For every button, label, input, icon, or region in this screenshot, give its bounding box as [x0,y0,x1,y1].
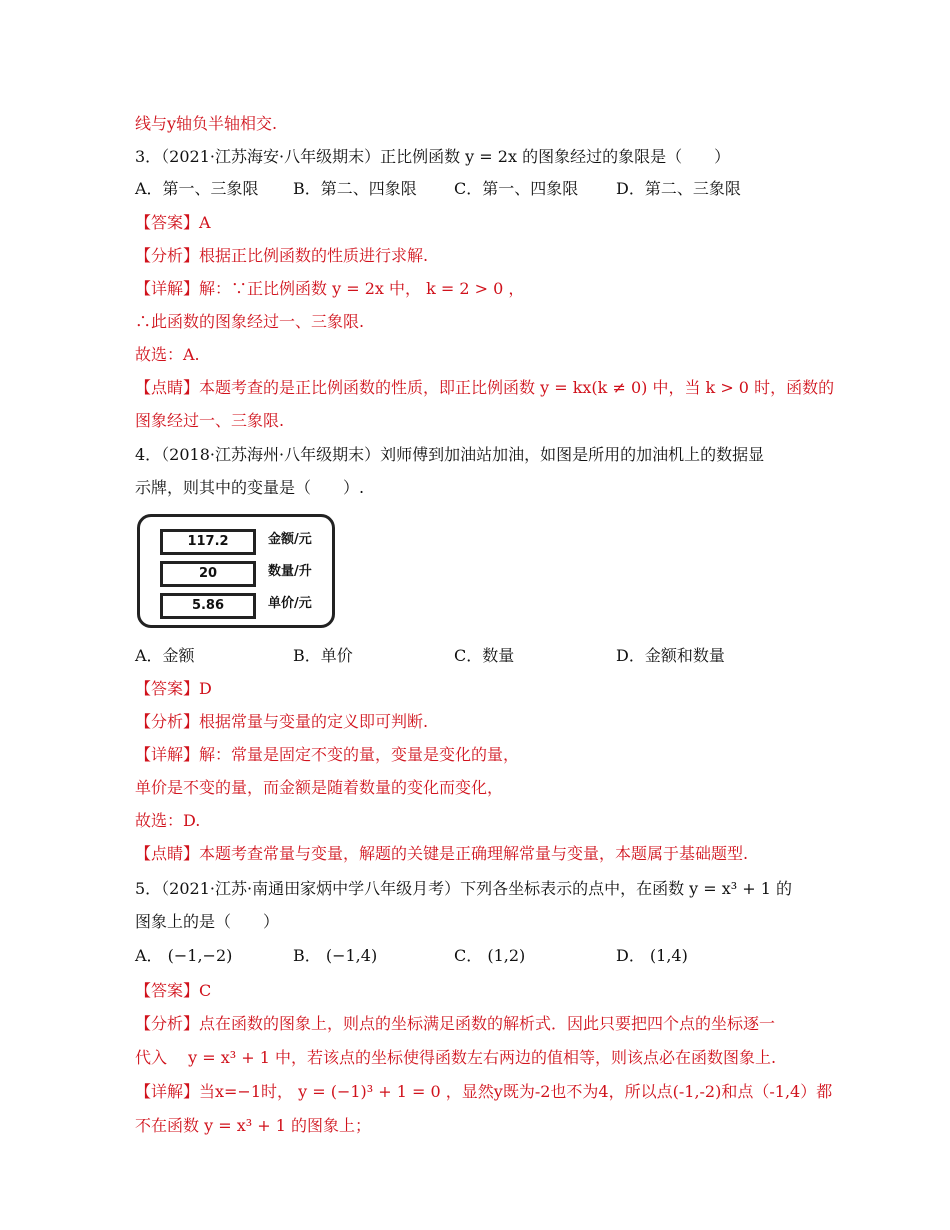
text-line: 线与y轴负半轴相交. [135,114,278,133]
q5-option-d: D． (1,4) [616,946,688,965]
q4-option-b: B．单价 [293,646,353,665]
q3-detail: 【详解】解：∵正比例函数 y = 2x 中， k = 2 > 0 ， [135,279,525,298]
fuel-pump-display [137,514,335,628]
q4-option-c: C．数量 [454,646,515,665]
quantity-label: 数量/升 [268,564,312,579]
q5-detail: 【详解】当x=−1时， y = (−1)³ + 1 = 0 ，显然y既为-2也不为4，所以点(-1,-2)和点（-1,4）都 [135,1082,833,1101]
quantity-value: 20 [160,561,256,587]
q3-option-b: B．第二、四象限 [293,179,417,198]
q4-review: 【点睛】本题考查常量与变量，解题的关键是正确理解常量与变量，本题属于基础题型. [135,844,749,863]
q3-analysis: 【分析】根据正比例函数的性质进行求解. [135,246,429,265]
q4-option-d: D．金额和数量 [616,646,725,665]
q5-option-c: C． (1,2) [454,946,526,965]
question-4-stem-2: 示牌，则其中的变量是（ ）. [135,478,365,497]
unit-price-value: 5.86 [160,593,256,619]
question-5-stem-2: 图象上的是（ ） [135,912,280,931]
q5-option-a: A． (−1,−2) [135,946,233,965]
q5-option-b: B． (−1,4) [293,946,378,965]
question-3-stem: 3．（2021·江苏海安·八年级期末）正比例函数 y = 2x 的图象经过的象限是（ ） [135,147,731,166]
amount-value: 117.2 [160,529,256,555]
q4-option-a: A．金额 [135,646,195,665]
q3-review: 【点睛】本题考查的是正比例函数的性质，即正比例函数 y = kx(k ≠ 0) 中，当 k > 0 时，函数的 [135,378,835,397]
q4-analysis: 【分析】根据常量与变量的定义即可判断. [135,712,429,731]
q5-answer: 【答案】C [135,981,212,1000]
q4-selection: 故选：D. [135,811,201,830]
q3-option-a: A．第一、三象限 [135,179,259,198]
q3-detail-2: ∴此函数的图象经过一、三象限. [135,312,365,331]
q5-analysis: 【分析】点在函数的图象上，则点的坐标满足函数的解析式．因此只要把四个点的坐标逐一 [135,1014,776,1033]
amount-label: 金额/元 [268,532,312,547]
q5-analysis-2: 代入 y = x³ + 1 中，若该点的坐标使得函数左右两边的值相等，则该点必在函数图象上. [135,1048,777,1067]
unit-price-label: 单价/元 [268,596,312,611]
q3-option-c: C．第一、四象限 [454,179,579,198]
q3-review-2: 图象经过一、三象限. [135,411,285,430]
q4-detail-2: 单价是不变的量，而金额是随着数量的变化而变化， [135,778,504,797]
question-4-stem: 4．（2018·江苏海州·八年级期末）刘师傅到加油站加油，如图是所用的加油机上的数据显 [135,445,765,464]
q3-option-d: D．第二、三象限 [616,179,741,198]
q5-detail-2: 不在函数 y = x³ + 1 的图象上； [135,1116,371,1135]
q3-selection: 故选：A. [135,345,200,364]
q4-answer: 【答案】D [135,679,212,698]
question-5-stem: 5．（2021·江苏·南通田家炳中学八年级月考）下列各坐标表示的点中，在函数 y = x³ + 1 的 [135,879,793,898]
q3-answer: 【答案】A [135,213,211,232]
q4-detail: 【详解】解：常量是固定不变的量，变量是变化的量， [135,745,520,764]
